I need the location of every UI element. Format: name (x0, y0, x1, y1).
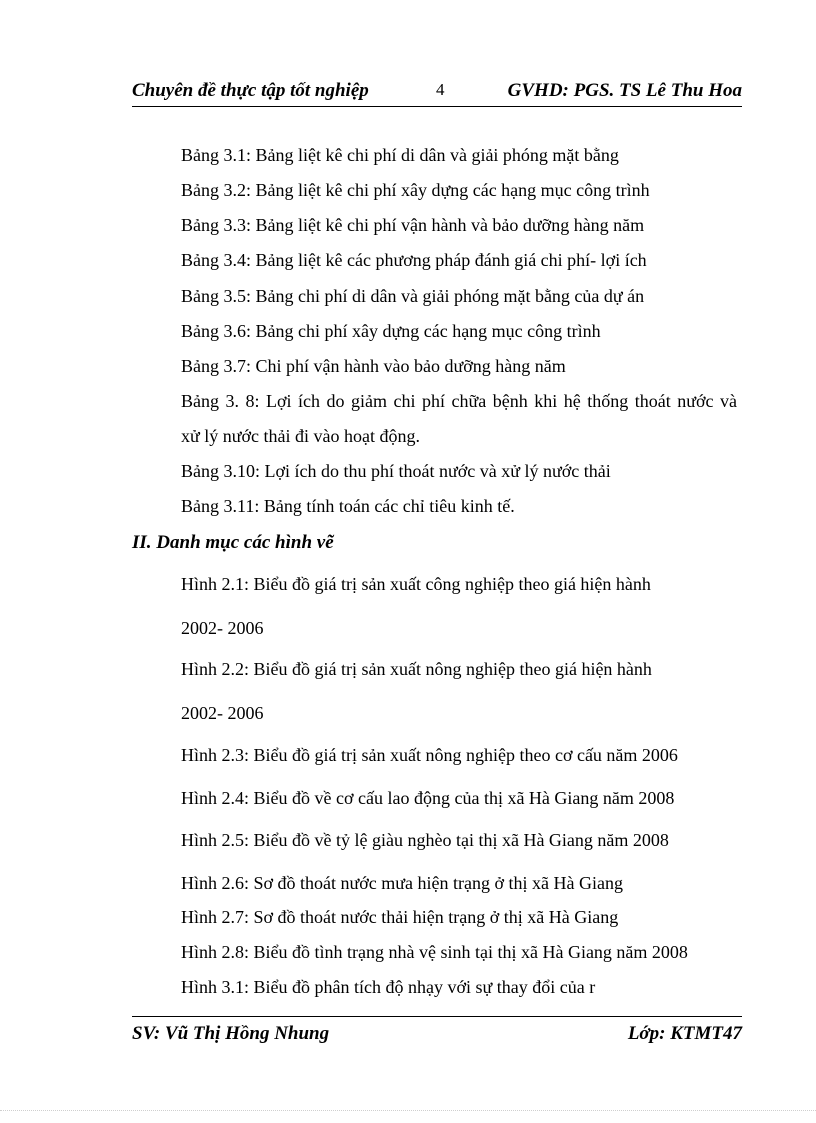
figure-item-continuation: 2002- 2006 (181, 703, 264, 723)
page-bottom-divider (0, 1110, 816, 1111)
figure-item: Hình 2.6: Sơ đồ thoát nước mưa hiện trạng ở thị xã Hà Giang (181, 873, 623, 893)
footer-student: SV: Vũ Thị Hồng Nhung (132, 1023, 330, 1044)
table-item: Bảng 3.2: Bảng liệt kê chi phí xây dựng các hạng mục công trình (181, 180, 650, 200)
table-item: Bảng 3.6: Bảng chi phí xây dựng các hạng mục công trình (181, 321, 601, 341)
footer-class: Lớp: KTMT47 (627, 1023, 742, 1044)
figure-item: Hình 2.1: Biểu đồ giá trị sản xuất công nghiệp theo giá hiện hành (181, 574, 651, 594)
figure-item: Hình 2.2: Biểu đồ giá trị sản xuất nông nghiệp theo giá hiện hành (181, 659, 652, 679)
figure-item: Hình 2.5: Biểu đồ về tỷ lệ giàu nghèo tại thị xã Hà Giang năm 2008 (181, 830, 669, 850)
header-title: Chuyên đề thực tập tốt nghiệp (132, 80, 369, 101)
table-item: Bảng 3.11: Bảng tính toán các chỉ tiêu kinh tế. (181, 496, 515, 516)
figure-item: Hình 2.4: Biểu đồ về cơ cấu lao động của thị xã Hà Giang năm 2008 (181, 788, 675, 808)
table-item: Bảng 3.7: Chi phí vận hành vào bảo dưỡng hàng năm (181, 356, 566, 376)
table-item: Bảng 3.5: Bảng chi phí di dân và giải phóng mặt bằng của dự án (181, 286, 645, 306)
figure-item: Hình 3.1: Biểu đồ phân tích độ nhạy với sự thay đổi của r (181, 977, 596, 997)
section-title: II. Danh mục các hình vẽ (132, 532, 334, 553)
table-item: Bảng 3. 8: Lợi ích do giảm chi phí chữa bệnh khi hệ thống thoát nước và (181, 391, 737, 411)
page-number: 4 (436, 80, 445, 99)
figure-item: Hình 2.7: Sơ đồ thoát nước thải hiện trạng ở thị xã Hà Giang (181, 907, 619, 927)
page-footer (132, 1016, 742, 1047)
header-supervisor: GVHD: PGS. TS Lê Thu Hoa (507, 80, 742, 101)
table-item: Bảng 3.4: Bảng liệt kê các phương pháp đánh giá chi phí- lợi ích (181, 250, 647, 270)
table-item-continuation: xử lý nước thải đi vào hoạt động. (181, 426, 420, 446)
figure-item: Hình 2.3: Biểu đồ giá trị sản xuất nông nghiệp theo cơ cấu năm 2006 (181, 745, 678, 765)
figure-item: Hình 2.8: Biểu đồ tình trạng nhà vệ sinh tại thị xã Hà Giang năm 2008 (181, 942, 688, 962)
page-header (132, 80, 742, 107)
table-item: Bảng 3.1: Bảng liệt kê chi phí di dân và giải phóng mặt bằng (181, 145, 619, 165)
table-item: Bảng 3.3: Bảng liệt kê chi phí vận hành và bảo dưỡng hàng năm (181, 215, 645, 235)
figure-item-continuation: 2002- 2006 (181, 618, 264, 638)
table-item: Bảng 3.10: Lợi ích do thu phí thoát nước và xử lý nước thải (181, 461, 611, 481)
